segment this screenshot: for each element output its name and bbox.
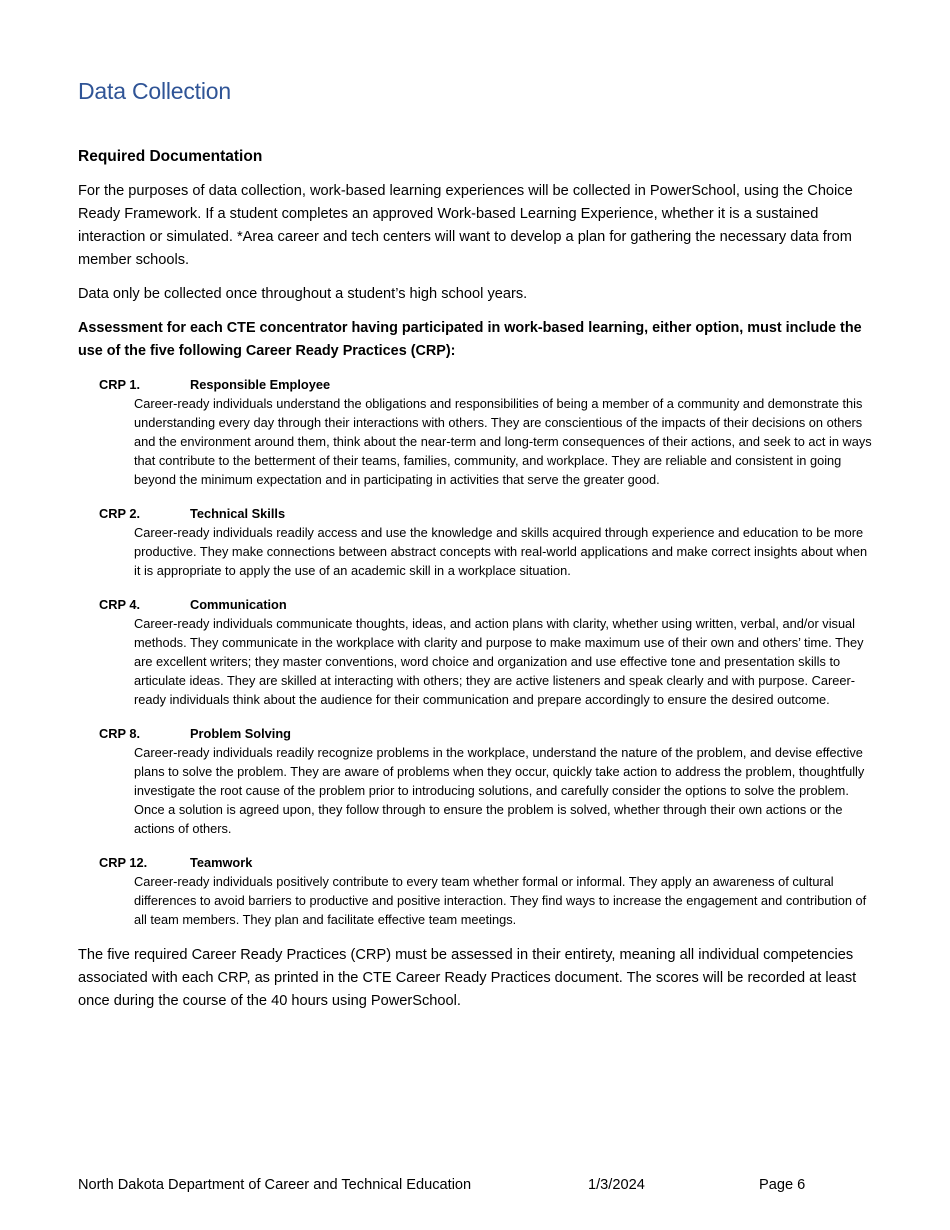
footer-organization: North Dakota Department of Career and Technical Education — [78, 1177, 472, 1193]
crp-item — [99, 853, 873, 929]
crp-item — [99, 504, 873, 580]
crp-item — [99, 724, 873, 838]
crp-code: CRP 8. — [99, 726, 141, 741]
crp-description: Career-ready individuals communicate thoughts, ideas, and action plans with clarity, whether using written, verbal, and/or visual methods. They communicate in the workplace with clarity and purpose to make maximum use of their own and others’ time. They are excellent writers; they master conventions, word choice and organization and use effective tone and presentation skills to articulate ideas. They are skilled at interacting with others; they are active listeners and speak clearly and with purpose. Career-ready individuals think about the audience for their communication and prepare accordingly to ensure the desired outcome. — [134, 616, 864, 707]
crp-description: Career-ready individuals understand the obligations and responsibilities of being a member of a community and demonstrate this understanding every day through their interactions with others. They are conscientious of the impacts of their decisions on others and the environment around them, think about the near-term and long-term consequences of their actions, and seek to act in ways that contribute to the betterment of their teams, families, community, and workplace. They are reliable and consistent in going beyond the minimum expectation and in participating in activities that serve the greater good. — [134, 396, 872, 487]
intro-paragraph: For the purposes of data collection, work-based learning experiences will be collected in PowerSchool, using the Choice Ready Framework. If a student completes an approved Work-based Learning Experience, whether it is a sustained interaction or simulated. *Area career and tech centers will want to develop a plan for gathering the necessary data from member schools. — [78, 183, 853, 268]
crp-heading — [99, 504, 873, 523]
crp-title: Communication — [190, 597, 287, 612]
crp-item — [99, 595, 873, 709]
collection-frequency-paragraph: Data only be collected once throughout a student’s high school years. — [78, 286, 528, 302]
crp-heading — [99, 853, 873, 872]
crp-code: CRP 12. — [99, 855, 148, 870]
crp-description: Career-ready individuals positively contribute to every team whether formal or informal. They apply an awareness of cultural differences to avoid barriers to productive and positive interaction. They find ways to increase the engagement and contribution of all team members. They plan and facilitate effective team meetings. — [134, 874, 867, 927]
crp-title: Responsible Employee — [190, 377, 331, 392]
crp-title: Problem Solving — [190, 726, 291, 741]
crp-title: Technical Skills — [190, 506, 286, 521]
section-title: Data Collection — [78, 78, 231, 104]
crp-heading — [99, 595, 873, 614]
crp-item — [99, 375, 873, 489]
crp-heading — [99, 724, 873, 743]
footer-date: 1/3/2024 — [588, 1177, 645, 1193]
crp-heading — [99, 375, 873, 394]
page-footer — [78, 1174, 878, 1196]
crp-code: CRP 2. — [99, 506, 141, 521]
footer-page-number: Page 6 — [759, 1177, 806, 1193]
assessment-intro: Assessment for each CTE concentrator having participated in work-based learning, either option, must include the use of the five following Career Ready Practices (CRP): — [78, 320, 862, 359]
crp-description: Career-ready individuals readily access and use the knowledge and skills acquired through experience and education to be more productive. They make connections between abstract concepts with real-world applications and make correct insights about when it is appropriate to apply the use of an academic skill in a workplace situation. — [134, 525, 868, 578]
crp-code: CRP 1. — [99, 377, 141, 392]
required-documentation-heading: Required Documentation — [78, 148, 263, 165]
crp-description: Career-ready individuals readily recognize problems in the workplace, understand the nature of the problem, and devise effective plans to solve the problem. They are aware of problems when they occur, quickly take action to address the problem, thoughtfully investigate the root cause of the problem prior to introducing solutions, and carefully consider the options to solve the problem. Once a solution is agreed upon, they follow through to ensure the problem is solved, whether through their own actions or the actions of others. — [134, 745, 865, 836]
crp-list — [78, 375, 873, 929]
main-content — [78, 146, 873, 1013]
closing-paragraph: The five required Career Ready Practices (CRP) must be assessed in their entirety, meaning all individual competencies associated with each CRP, as printed in the CTE Career Ready Practices document. The scores will be recorded at least once during the course of the 40 hours using PowerSchool. — [78, 947, 857, 1009]
crp-title: Teamwork — [190, 855, 253, 870]
crp-code: CRP 4. — [99, 597, 141, 612]
